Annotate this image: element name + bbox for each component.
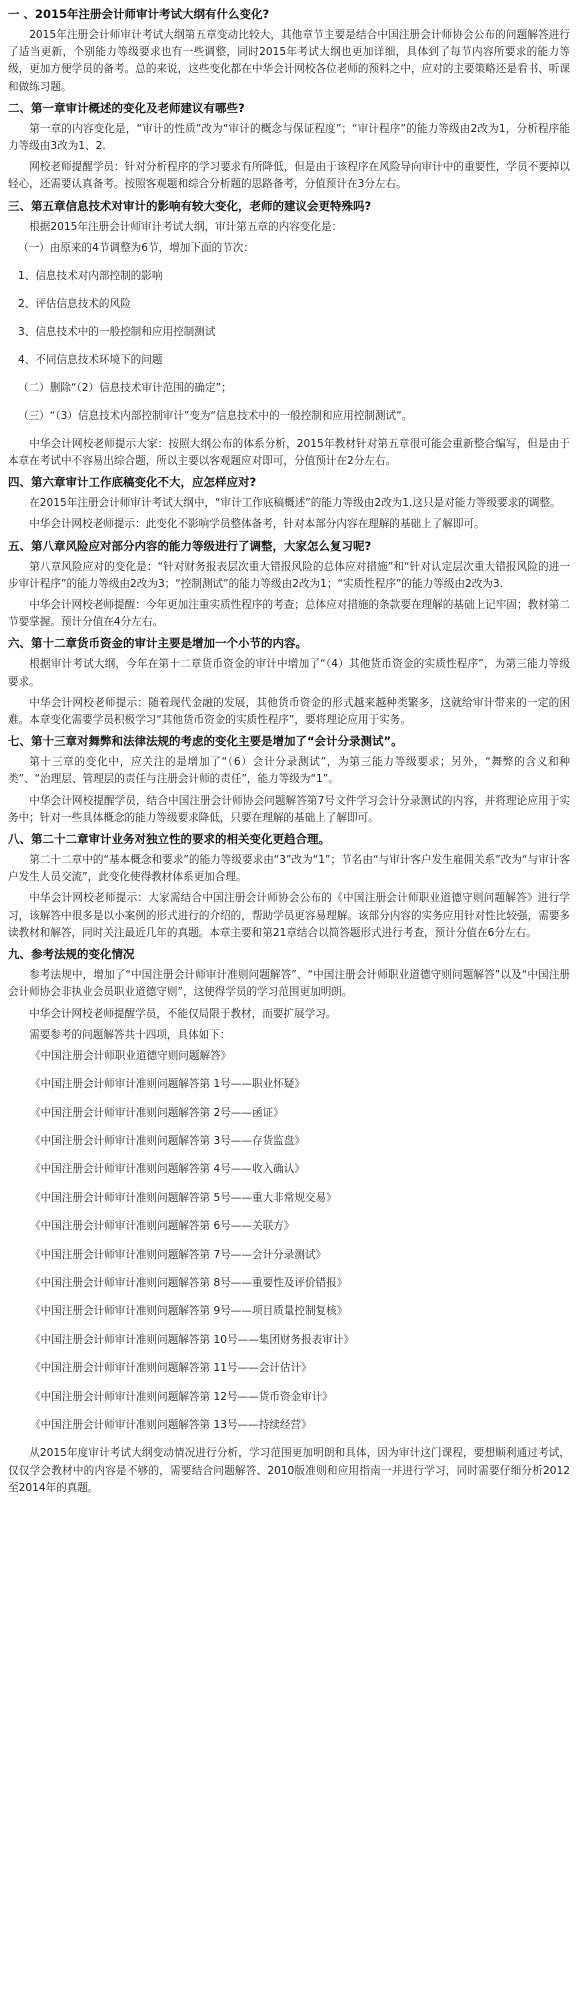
article-section (8, 946, 570, 1044)
article-section (8, 6, 570, 96)
paragraph: 第十三章的变化中，应关注的是增加了“（6）会计分录测试”，为第三能力等级要求；另外，“舞弊的含义和种类”、“治理层、管理层的责任与注册会计师的责任”，能力等级为“1”。 (8, 756, 570, 786)
reference-item: 《中国注册会计师审计准则问题解答第 7号——会计分录测试》 (30, 1248, 327, 1261)
list-item: （一）由原来的4节调整为6节，增加下面的节次： (18, 241, 254, 254)
paragraph: 第二十二章中的“基本概念和要求”的能力等级要求由“3”改为“1”；节名由“与审计客户发生雇佣关系”改为“与审计客户发生人员交流”，此变化使得教材体系更加合理。 (8, 854, 570, 884)
article-section (8, 198, 570, 471)
paragraph: 中华会计网校老师提醒：今年更加注重实质性程序的考查；总体应对措施的条款要在理解的基础上记牢固；教材第二节要掌握。预计分值在4分左右。 (8, 599, 570, 629)
reference-item: 《中国注册会计师审计准则问题解答第 8号——重要性及评价错报》 (30, 1277, 348, 1290)
list-item: 1、信息技术对内部控制的影响 (18, 269, 163, 282)
reference-item: 《中国注册会计师审计准则问题解答第 5号——重大非常规交易》 (30, 1191, 337, 1204)
paragraph: 中华会计网校老师提示：此变化不影响学员整体备考，针对本部分内容在理解的基础上了解即可。 (29, 518, 485, 531)
paragraph: 中华会计网校老师提示：大家需结合中国注册会计师协会公布的《中国注册会计师职业道德守则问题解答》进行学习，该解答中很多是以小案例的形式进行的介绍的，帮助学员更容易理解。该部分内容的实务应用针对性比较强，需要多读教材和解答，同时关注最近几年的真题。本章主要和第21章结合以简答题形式进行考查，预计分值在6分左右。 (8, 892, 570, 939)
paragraph: 第八章风险应对的变化是：“针对财务报表层次重大错报风险的总体应对措施”和“针对认定层次重大错报风险的进一步审计程序”的能力等级由2改为3；“控制测试”的能力等级由2改为1；“实质性程序”的能力等级由2改为3. (8, 560, 570, 590)
reference-item: 《中国注册会计师审计准则问题解答第 6号——关联方》 (30, 1220, 295, 1233)
section-heading: 三、第五章信息技术对审计的影响有较大变化，老师的建议会更特殊吗? (8, 198, 372, 213)
reference-item: 《中国注册会计师审计准则问题解答第 4号——收入确认》 (30, 1163, 305, 1176)
article-section (8, 831, 570, 942)
paragraph: 在2015年注册会计师审计考试大纲中，“审计工作底稿概述”的能力等级由2改为1.这只是对能力等级要求的调整。 (29, 497, 561, 510)
reference-item: 《中国注册会计师审计准则问题解答第 10号——集团财务报表审计》 (30, 1333, 355, 1346)
paragraph: 根据审计考试大纲，今年在第十二章货币资金的审计中增加了“（4）其他货币资金的实质性程序”，为第三能力等级要求。 (8, 658, 570, 688)
paragraph: 中华会计网校老师提示大家：按照大纲公布的体系分析，2015年教材针对第五章很可能会重新整合编写，但是由于本章在考试中不容易出综合题，所以主要以客观题应对即可，分值预计在2分左右。 (8, 437, 570, 468)
section-heading: 九、参考法规的变化情况 (8, 947, 135, 962)
list-item: 3、信息技术中的一般控制和应用控制测试 (18, 325, 216, 338)
reference-item: 《中国注册会计师审计准则问题解答第 11号——会计估计》 (30, 1362, 312, 1375)
section-heading: 一 、2015年注册会计师审计考试大纲有什么变化? (8, 7, 270, 21)
section-heading: 五、第八章风险应对部分内容的能力等级进行了调整，大家怎么复习呢? (8, 538, 372, 553)
paragraph: 中华会计网校提醒学员，结合中国注册会计师协会问题解答第7号文件学习会计分录测试的内容，并将理论应用于实务中；针对一些具体概念的能力等级要求降低，只要在理解的基础上了解即可。 (8, 794, 570, 824)
list-item: 2、评估信息技术的风险 (18, 297, 131, 310)
article-section (8, 474, 570, 533)
list-item: （二）删除“（2）信息技术审计范围的确定”； (18, 381, 232, 394)
paragraph: 网校老师提醒学员：针对分析程序的学习要求有所降低，但是由于该程序在风险导向审计中的重要性，学员不要掉以轻心，还需要认真备考。按照客观题和综合分析题的思路备考，分值预计在3分左右。 (8, 161, 570, 191)
reference-item: 《中国注册会计师审计准则问题解答第 3号——存货监盘》 (30, 1135, 305, 1148)
closing-paragraph: 从2015年度审计考试大纲变动情况进行分析，学习范围更加明朗和具体，因为审计这门课程，要想顺利通过考试，仅仅学会教材中的内容是不够的，需要结合问题解答、2010版准则和应用指南一并进行学习，同时需要仔细分析2012至2014年的真题。 (8, 1447, 570, 1494)
paragraph: 需要参考的问题解答共十四项，具体如下： (29, 1028, 231, 1041)
paragraph: 中华会计网校老师提示：随着现代金融的发展，其他货币资金的形式越来越种类繁多，这就给审计带来的一定的困难。本章变化需要学员积极学习“其他货币资金的实质性程序”，要将理论应用于实务。 (8, 696, 570, 727)
paragraph: 中华会计网校老师提醒学员，不能仅局限于教材，而要扩展学习。 (29, 1007, 337, 1020)
reference-list (8, 1048, 570, 1434)
article-section (8, 100, 570, 194)
section-heading: 七、第十三章对舞弊和法律法规的考虑的变化主要是增加了“会计分录测试”。 (8, 734, 403, 749)
list-item: （三）“（3）信息技术内部控制审计”变为“信息技术中的一般控制和应用控制测试”。 (18, 409, 413, 422)
article-section (8, 538, 570, 632)
section-heading: 六、第十二章货币资金的审计主要是增加一个小节的内容。 (8, 636, 307, 651)
section-heading: 二、第一章审计概述的变化及老师建议有哪些? (8, 100, 245, 115)
reference-item: 《中国注册会计师审计准则问题解答第 1号——职业怀疑》 (30, 1078, 305, 1091)
paragraph: 2015年注册会计师审计考试大纲第五章变动比较大，其他章节主要是结合中国注册会计师协会公布的问题解答进行了适当更新，个别能力等级要求也有一些调整，同时2015年考试大纲也更加详细，具体到了每节内容所要求的能力等级，更加方便学员的备考。总的来说，这些变化都在中华会计网校各位老师的预料之中，应对的主要策略还是看书、听课和做练习题。 (8, 29, 570, 93)
reference-item: 《中国注册会计师审计准则问题解答第 2号——函证》 (30, 1106, 284, 1119)
article-section (8, 733, 570, 827)
paragraph: 根据2015年注册会计师审计考试大纲，审计第五章的内容变化是： (29, 220, 343, 233)
article-section (8, 635, 570, 729)
reference-item: 《中国注册会计师审计准则问题解答第 13号——持续经营》 (30, 1418, 312, 1431)
reference-item: 《中国注册会计师职业道德守则问题解答》 (30, 1049, 232, 1062)
section-heading: 八、第二十二章审计业务对独立性的要求的相关变化更趋合理。 (8, 832, 330, 847)
list-item: 4、不同信息技术环境下的问题 (18, 353, 163, 366)
reference-item: 《中国注册会计师审计准则问题解答第 12号——货币资金审计》 (30, 1390, 333, 1403)
section-heading: 四、第六章审计工作底稿变化不大，应怎样应对? (8, 475, 257, 490)
paragraph: 第一章的内容变化是，“审计的性质”改为“审计的概念与保证程度”；“审计程序”的能力等级由2改为1，分析程序能力等级由3改为1、2. (8, 122, 570, 153)
paragraph: 参考法规中，增加了“中国注册会计师审计准则问题解答”、“中国注册会计师职业道德守则问题解答”以及“中国注册会计师协会非执业会员职业道德守则”，这使得学员的学习范围更加明朗。 (8, 969, 570, 999)
reference-item: 《中国注册会计师审计准则问题解答第 9号——项目质量控制复核》 (30, 1305, 348, 1318)
